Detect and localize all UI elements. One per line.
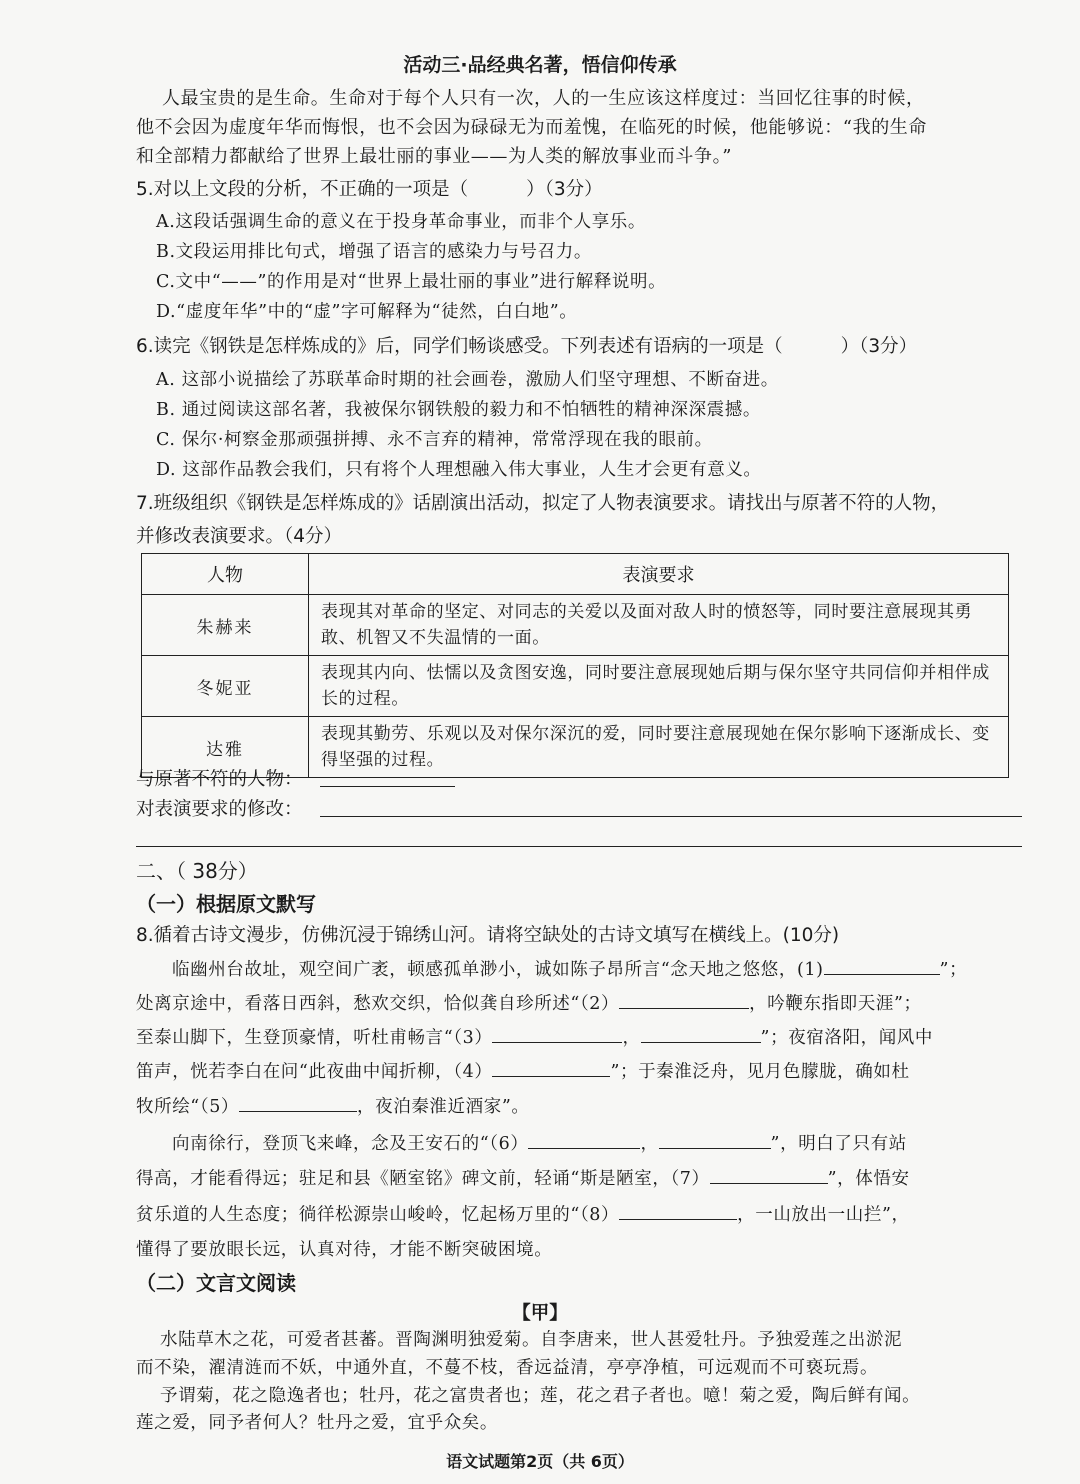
q8-line-6: 向南徐行，登顶飞来峰，念及王安石的“（6） ， ”，明白了只有站 [172, 1130, 907, 1155]
table-header-requirement: 表演要求 [309, 554, 1009, 595]
table-header-row [142, 554, 1009, 595]
part-two-heading: 二、（ 38分） [136, 859, 258, 883]
q5-option-c: C.文中“——”的作用是对“世界上最壮丽的事业”进行解释说明。 [156, 272, 667, 292]
character-name: 达雅 [142, 717, 309, 778]
answer-label-character: 与原著不符的人物： [136, 769, 303, 790]
question-7-stem-line-1: 7.班级组织《钢铁是怎样炼成的》话剧演出活动，拟定了人物表演要求。请找出与原著不符的人物， [136, 493, 950, 514]
classical-line-2: 而不染，濯清涟而不妖，中通外直，不蔓不枝，香远益清，亭亭净植，可远观而不可亵玩焉。 [136, 1358, 879, 1378]
q6-option-a: A. 这部小说描绘了苏联革命时期的社会画卷，激励人们坚守理想、不断奋进。 [156, 370, 779, 390]
character-name: 朱赫来 [142, 595, 309, 656]
q5-option-a: A.这段话强调生命的意义在于投身革命事业，而非个人享乐。 [156, 212, 646, 232]
q8-line-7: 得高，才能看得远；驻足和县《陋室铭》碑文前，轻诵“斯是陋室，（7） ”，体悟安 [136, 1165, 910, 1190]
q6-option-b: B. 通过阅读这部名著，我被保尔钢铁般的毅力和不怕牺牲的精神深深震撼。 [156, 400, 761, 420]
q6-option-c: C. 保尔·柯察金那顽强拼搏、永不言弃的精神，常常浮现在我的眼前。 [156, 430, 713, 450]
blank-3b[interactable] [641, 1024, 761, 1043]
answer-line-character[interactable] [320, 786, 455, 787]
blank-3a[interactable] [492, 1024, 622, 1043]
answer-label-revision: 对表演要求的修改： [136, 799, 303, 820]
blank-7[interactable] [710, 1165, 828, 1184]
blank-4[interactable] [492, 1058, 610, 1077]
table-row [142, 656, 1009, 717]
blank-1[interactable] [824, 956, 940, 975]
performance-requirement: 表现其对革命的坚定、对同志的关爱以及面对敌人时的愤怒等，同时要注意展现其勇敢、机智又不失温情的一面。 [309, 595, 1009, 656]
performance-requirement: 表现其勤劳、乐观以及对保尔深沉的爱，同时要注意展现她在保尔影响下逐渐成长、变得坚强的过程。 [309, 717, 1009, 778]
performance-requirement: 表现其内向、怯懦以及贪图安逸，同时要注意展现她后期与保尔坚守共同信仰并相伴成长的过程。 [309, 656, 1009, 717]
q5-option-b: B.文段运用排比句式，增强了语言的感染力与号召力。 [156, 242, 592, 262]
classical-line-1: 水陆草木之花，可爱者甚蕃。晋陶渊明独爱菊。自李唐来，世人甚爱牡丹。予独爱莲之出淤泥 [160, 1330, 903, 1350]
passage-jia-label: 【甲】 [512, 1303, 568, 1324]
q5-option-d: D.“虚度年华”中的“虚”字可解释为“徒然，白白地”。 [156, 302, 578, 322]
q8-line-8: 贫乐道的人生态度；徜徉松源崇山峻岭，忆起杨万里的“（8） ，一山放出一山拦”， [136, 1201, 910, 1226]
table-header-character: 人物 [142, 554, 309, 595]
q6-option-d: D. 这部作品教会我们，只有将个人理想融入伟大事业，人生才会更有意义。 [156, 460, 762, 480]
q8-line-5: 牧所绘“（5） ，夜泊秦淮近酒家”。 [136, 1093, 529, 1118]
blank-6a[interactable] [528, 1130, 640, 1149]
q8-line-1: 临幽州台故址，观空间广袤，顿感孤单渺小，诚如陈子昂所言“念天地之悠悠，(1) ”； [172, 956, 967, 981]
section-classical-heading: （二）文言文阅读 [136, 1271, 296, 1295]
question-6-stem: 6.读完《钢铁是怎样炼成的》后，同学们畅谈感受。下列表述有语病的一项是（ ）（3分） [136, 336, 918, 357]
blank-8[interactable] [619, 1201, 737, 1220]
section-dictation-heading: （一）根据原文默写 [136, 892, 316, 916]
q8-line-3: 至泰山脚下，生登顶豪情，听杜甫畅言“（3） ， ”；夜宿洛阳，闻风中 [136, 1024, 933, 1049]
classical-line-4: 莲之爱，同予者何人？牡丹之爱，宜乎众矣。 [136, 1413, 498, 1433]
blank-2[interactable] [619, 990, 749, 1009]
table-row [142, 595, 1009, 656]
blank-5[interactable] [239, 1093, 357, 1112]
q8-line-2: 处离京途中，看落日西斜，愁欢交织，恰似龚自珍所述“（2） ，吟鞭东指即天涯”； [136, 990, 922, 1015]
q8-line-9: 懂得了要放眼长远，认真对待，才能不断突破困境。 [136, 1240, 553, 1260]
character-name: 冬妮亚 [142, 656, 309, 717]
passage-line-3: 和全部精力都献给了世界上最壮丽的事业——为人类的解放事业而斗争。” [136, 146, 732, 167]
page-footer: 语文试题第2页（共 6页） [446, 1452, 634, 1471]
performance-table [141, 553, 1009, 778]
question-5-stem: 5.对以上文段的分析，不正确的一项是（ ）（3分） [136, 179, 603, 200]
activity-title: 活动三·品经典名著，悟信仰传承 [403, 54, 677, 76]
answer-line-revision[interactable] [320, 816, 1022, 817]
blank-6b[interactable] [659, 1130, 771, 1149]
q8-line-4: 笛声，恍若李白在问“此夜曲中闻折柳，（4） ”；于秦淮泛舟，见月色朦胧，确如杜 [136, 1058, 910, 1083]
classical-line-3: 予谓菊，花之隐逸者也；牡丹，花之富贵者也；莲，花之君子者也。噫！菊之爱，陶后鲜有闻。 [160, 1386, 921, 1406]
passage-line-2: 他不会因为虚度年华而悔恨，也不会因为碌碌无为而羞愧，在临死的时候，他能够说：“我的生命 [136, 117, 927, 138]
question-7-stem-line-2: 并修改表演要求。（4分） [136, 526, 343, 547]
answer-line-revision-2[interactable] [136, 846, 1022, 847]
passage-line-1: 人最宝贵的是生命。生命对于每个人只有一次，人的一生应该这样度过：当回忆往事的时候， [162, 88, 925, 109]
question-8-stem: 8.循着古诗文漫步，仿佛沉浸于锦绣山河。请将空缺处的古诗文填写在横线上。(10分) [136, 925, 840, 946]
